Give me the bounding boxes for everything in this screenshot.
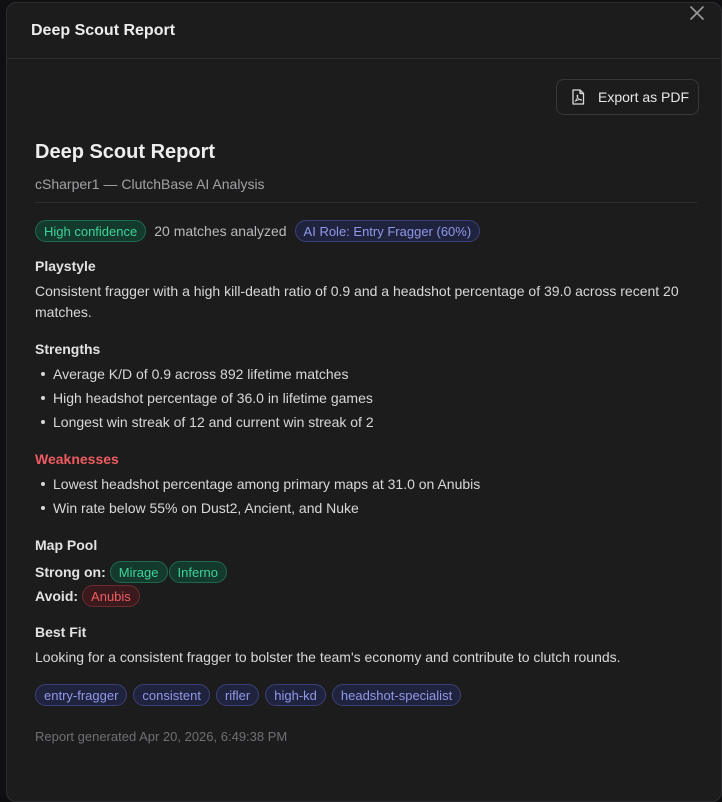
map-tag-inferno: Inferno: [169, 561, 227, 583]
tag-headshot-specialist: headshot-specialist: [332, 684, 461, 706]
list-item: Longest win streak of 12 and current win streak of 2: [53, 410, 697, 434]
ai-role-badge: AI Role: Entry Fragger (60%): [295, 220, 481, 242]
list-item: Win rate below 55% on Dust2, Ancient, and Nuke: [53, 496, 697, 520]
avoid-label: Avoid:: [35, 588, 79, 604]
divider: [35, 202, 697, 203]
modal-title: Deep Scout Report: [31, 22, 176, 39]
tag-rifler: rifler: [216, 684, 259, 706]
modal-header: [7, 3, 721, 59]
export-pdf-button[interactable]: [556, 79, 699, 115]
report-generated-timestamp: Report generated Apr 20, 2026, 6:49:38 PM: [35, 729, 288, 744]
confidence-badge: High confidence: [35, 220, 146, 242]
strengths-list: [35, 362, 697, 434]
tag-high-kd: high-kd: [265, 684, 326, 706]
weaknesses-list: [35, 472, 697, 520]
close-icon[interactable]: [687, 3, 707, 23]
report-content: [35, 139, 697, 744]
map-pool-heading: Map Pool: [35, 537, 98, 553]
scout-report-modal: [6, 2, 722, 802]
playstyle-heading: Playstyle: [35, 258, 96, 274]
best-fit-text: Looking for a consistent fragger to bolster the team's economy and contribute to clutch rounds.: [35, 649, 621, 665]
report-subtitle: cSharper1 — ClutchBase AI Analysis: [35, 176, 265, 192]
list-item: Lowest headshot percentage among primary maps at 31.0 on Anubis: [53, 472, 697, 496]
summary-badges: [35, 219, 697, 243]
map-tag-mirage: Mirage: [110, 561, 168, 583]
matches-analyzed-text: 20 matches analyzed: [154, 223, 287, 239]
strong-maps-row: [35, 560, 697, 584]
list-item: High headshot percentage of 36.0 in lifetime games: [53, 386, 697, 410]
pdf-file-icon: [571, 89, 585, 105]
strengths-heading: Strengths: [35, 341, 101, 357]
strong-on-label: Strong on:: [35, 564, 106, 580]
playstyle-text: Consistent fragger with a high kill-death ratio of 0.9 and a headshot percentage of 39.0 across recent 20 matches.: [35, 283, 679, 320]
avoid-maps-row: [35, 584, 697, 608]
list-item: Average K/D of 0.9 across 892 lifetime matches: [53, 362, 697, 386]
best-fit-heading: Best Fit: [35, 624, 87, 640]
map-tag-anubis: Anubis: [82, 585, 140, 607]
tag-entry-fragger: entry-fragger: [35, 684, 127, 706]
weaknesses-heading: Weaknesses: [35, 451, 119, 467]
report-title: Deep Scout Report: [35, 141, 216, 163]
tag-consistent: consistent: [133, 684, 210, 706]
export-pdf-label: Export as PDF: [598, 89, 690, 105]
tag-list: [35, 684, 697, 706]
